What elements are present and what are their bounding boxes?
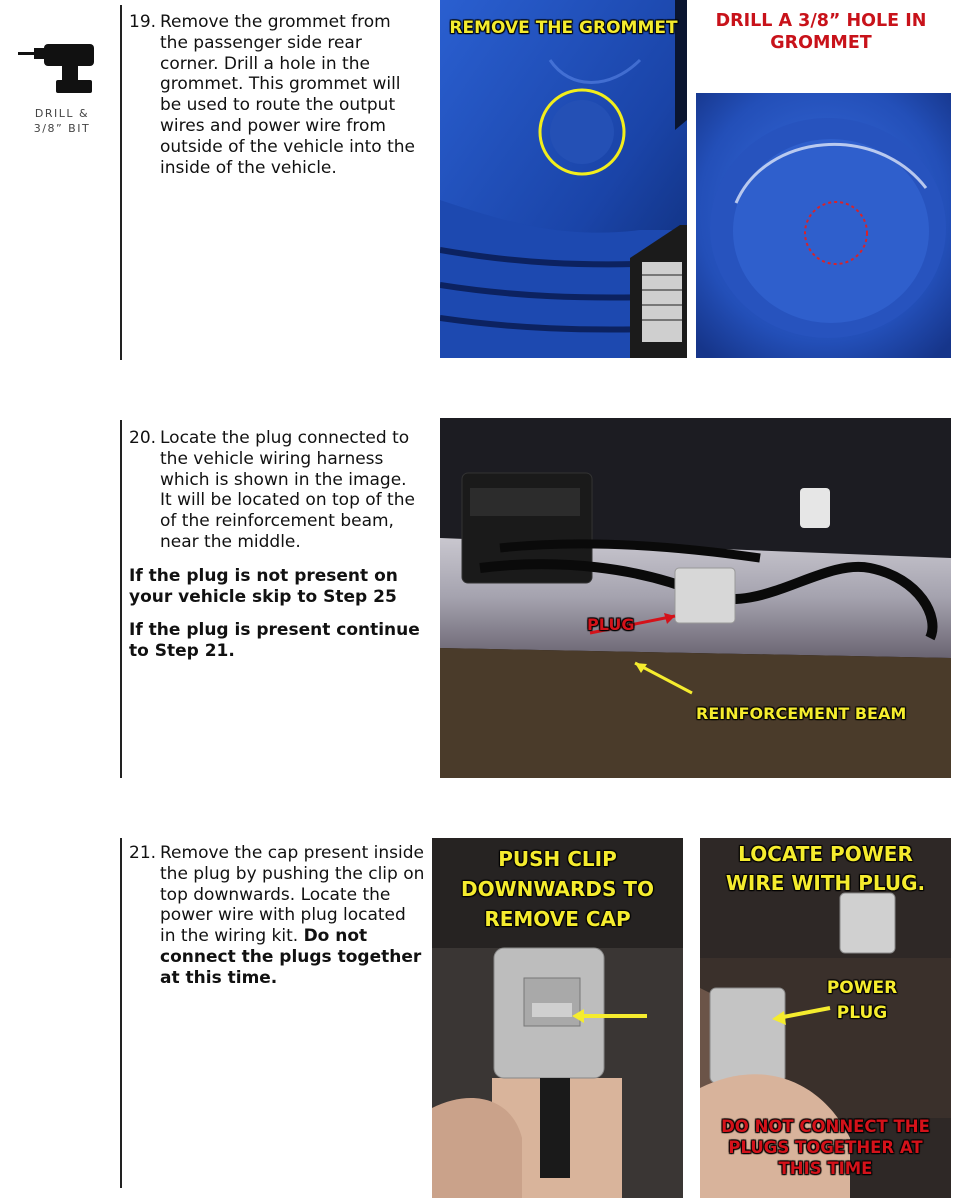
- step-19: [129, 12, 421, 178]
- step-note: If the plug is not present on your vehicle skip to Step 25: [129, 565, 398, 607]
- cordless-drill-icon: [18, 40, 96, 96]
- step-divider: [120, 838, 122, 1188]
- caption-line: REMOVE CAP: [484, 907, 631, 931]
- warning-line: DO NOT CONNECT THE: [721, 1117, 930, 1136]
- step-number: 21.: [129, 843, 157, 863]
- step-text: [160, 843, 425, 989]
- caption-line: WIRE WITH PLUG.: [725, 871, 926, 895]
- label-reinforcement-beam: REINFORCEMENT BEAM: [696, 704, 907, 723]
- step-number: 20.: [129, 428, 157, 448]
- photo-power-plug: [700, 838, 951, 1198]
- caption-line: LOCATE POWER: [738, 842, 913, 866]
- caption-line: DOWNWARDS TO: [460, 877, 655, 901]
- tool-label: [22, 106, 102, 136]
- photo-caption: [700, 840, 951, 898]
- tool-label-line: DRILL &: [34, 107, 90, 120]
- step-divider: [120, 5, 122, 360]
- caption-line: DRILL A 3/8” HOLE IN: [715, 11, 927, 31]
- step-text: Locate the plug connected to the vehicle wiring harness which is shown in the image. It will be located on top of the of the reinforcement beam, near the middle.: [160, 428, 415, 552]
- warning-line: THIS TIME: [778, 1159, 873, 1178]
- photo-caption: REMOVE THE GROMMET: [449, 18, 678, 38]
- step-note: If the plug is present continue to Step 21.: [129, 620, 420, 662]
- photo-grommet-closeup: [696, 93, 951, 358]
- tool-label-line: 3/8” BIT: [33, 122, 91, 135]
- step-21: [129, 843, 425, 989]
- step-20: [129, 428, 421, 662]
- step-number: 19.: [129, 12, 157, 32]
- caption-line: PUSH CLIP: [498, 847, 617, 871]
- caption-line: GROMMET: [770, 33, 872, 53]
- label-line: PLUG: [836, 1003, 888, 1023]
- warning-caption: [700, 1116, 951, 1179]
- photo-caption: [432, 844, 683, 934]
- label-line: POWER: [826, 978, 898, 998]
- step-text-plain: Remove the cap present inside the plug by pushing the clip on top downwards. Locate the power wire with plug located in the wiring kit.: [160, 843, 425, 947]
- step-text: Remove the grommet from the passenger side rear corner. Drill a hole in the grommet. This grommet will be used to route the output wires and power wire from outside of the vehicle into the inside of the vehicle.: [160, 12, 415, 178]
- photo-push-clip: [432, 838, 683, 1198]
- photo-caption-drill-hole: [696, 10, 946, 54]
- photo-plug-location: [440, 418, 951, 778]
- warning-line: PLUGS TOGETHER AT: [728, 1138, 923, 1157]
- label-plug: PLUG: [587, 615, 635, 634]
- label-power-plug: [812, 976, 912, 1026]
- step-text-bold: Do not connect the plugs together at this time.: [160, 926, 422, 988]
- step-divider: [120, 420, 122, 778]
- photo-remove-grommet: [440, 0, 687, 358]
